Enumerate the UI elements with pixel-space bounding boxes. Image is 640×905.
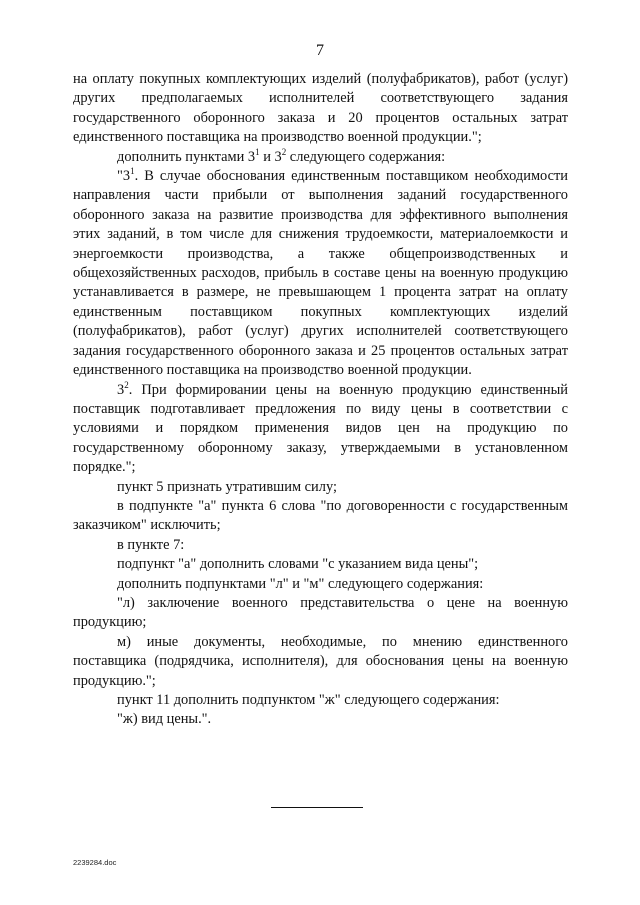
- paragraph-11: м) иные документы, необходимые, по мнению единственного поставщика (подрядчика, исполнителя), для обоснования цены на военную продукцию.";: [73, 633, 568, 689]
- paragraph-7: в пункте 7:: [117, 536, 185, 553]
- superscript: 2: [281, 146, 287, 157]
- paragraph-6: в подпункте "а" пункта 6 слова "по договоренности с государственным заказчиком" исключить;: [73, 497, 568, 534]
- paragraph-3: [73, 167, 568, 380]
- paragraph-10: "л) заключение военного представительства о цене на военную продукцию;: [73, 594, 568, 631]
- paragraph-8: подпункт "а" дополнить словами "с указанием вида цены";: [117, 556, 479, 573]
- paragraph-12: пункт 11 дополнить подпунктом "ж" следующего содержания:: [117, 692, 500, 708]
- paragraph-5: пункт 5 признать утратившим силу;: [117, 478, 337, 495]
- page-number: 7: [316, 42, 324, 59]
- superscript: 1: [255, 146, 260, 157]
- paragraph-3-text-a: "3: [117, 168, 131, 185]
- paragraph-13: "ж) вид цены.".: [117, 711, 212, 728]
- paragraph-2: [73, 148, 568, 167]
- paragraph-3-text-b: . В случае обоснования единственным поставщиком необходимости направления части прибыли от выполнения заданий государственного оборонного заказа на развитие производства для эффективного выполнения этих заданий, в том числе для снижения трудоемкости, материалоемкости и энергоемкости производства, а также общепроизводственных и общехозяйственных расходов, прибыль в составе цены на военную продукцию устанавливается в размере, не превышающем 1 процента затрат на оплату единственным поставщиком покупных комплектующих изделий (полуфабрикатов), работ (услуг) других исполнителей соответствующего задания государственного оборонного заказа и 25 процентов остальных затрат единственного поставщика на производство военной продукции.: [73, 168, 568, 379]
- paragraph-9: дополнить подпунктами "л" и "м" следующего содержания:: [117, 575, 484, 592]
- paragraph-4-text-b: . При формировании цены на военную продукцию единственный поставщик подготавливает предложения по виду цены в соответствии с условиями и порядком применения видов цен на продукцию по государственному оборонному заказу, утверждаемыми в установленном порядке.";: [73, 381, 568, 476]
- superscript: 1: [130, 166, 135, 177]
- paragraph-4: [73, 381, 568, 478]
- paragraph-2-text-b: и 3: [259, 148, 282, 165]
- document-body: [73, 70, 568, 730]
- paragraph-2-text-c: следующего содержания:: [286, 148, 446, 165]
- paragraph-4-text-a: 3: [117, 381, 125, 398]
- superscript: 2: [124, 379, 129, 390]
- end-rule: [271, 807, 363, 808]
- paragraph-2-text-a: дополнить пунктами 3: [117, 148, 256, 165]
- paragraph-1: на оплату покупных комплектующих изделий (полуфабрикатов), работ (услуг) других предполагаемых исполнителей соответствующего задания государственного оборонного заказа и 20 процентов остальных затрат единственного поставщика на производство военной продукции.";: [73, 71, 568, 146]
- document-id: 2239284.doc: [73, 858, 117, 867]
